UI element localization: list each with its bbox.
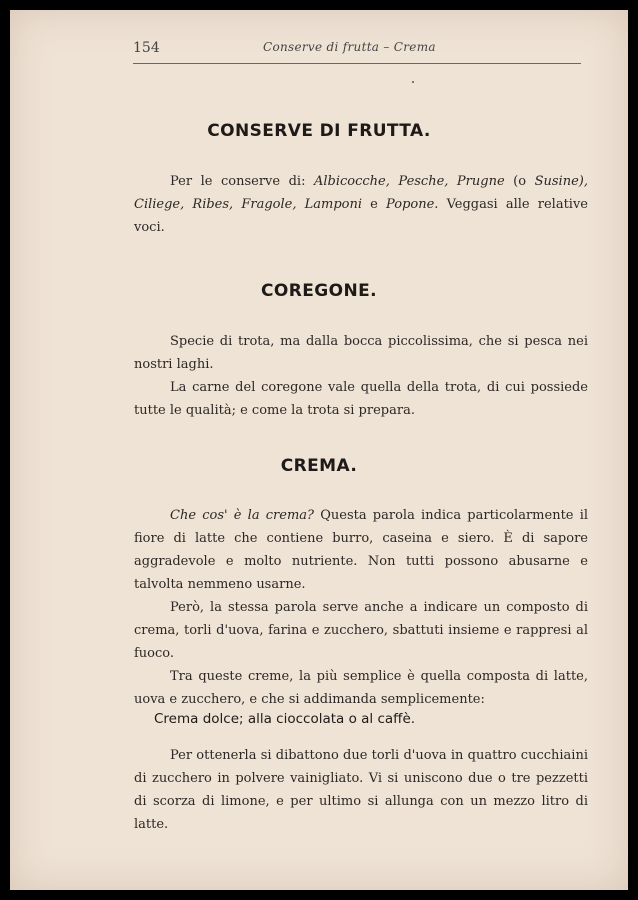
text-run: Questa parola indica particolarmente il fiore di latte che contiene burro, caseina e siero. È di sapore aggradevole e molto nutriente. Non tutti possono abusarne e talvolta nemmeno usarne. (134, 508, 589, 592)
subheading-crema-dolce: Crema dolce; alla cioccolata o al caffè. (154, 711, 416, 727)
page-number: 154 (133, 40, 160, 56)
section-title-conserve: CONSERVE DI FRUTTA. (207, 121, 431, 141)
italic-run: Popone. (386, 197, 439, 212)
running-head: Conserve di frutta – Crema (263, 40, 436, 54)
paragraph: Però, la stessa parola serve anche a indicare un composto di crema, torli d'uova, farina e zucchero, sbattuti insieme e rappresi al fuoco. (134, 600, 588, 661)
paragraph (134, 170, 588, 239)
header-rule (133, 63, 581, 64)
paragraph: Per ottenerla si dibattono due torli d'uova in quattro cucchiaini di zucchero in polvere vainigliato. Vi si uniscono due o tre pezzetti di scorza di limone, e per ultimo si allunga con un mezzo litro di latte. (134, 748, 588, 832)
section-title-crema: CREMA. (280, 456, 358, 476)
page-header (133, 40, 581, 64)
text-run: e (362, 197, 387, 212)
italic-run: Albicocche, Pesche, Prugne (313, 174, 505, 189)
italic-run: Susine), Ciliege, Ribes, Fragole, Lamponi (134, 174, 588, 212)
subsection-body-crema-dolce (134, 744, 588, 836)
section-body-coregone (134, 330, 588, 422)
text-run: Veggasi alle relative voci. (134, 197, 588, 235)
section-body-crema (134, 504, 588, 711)
section-title-coregone: COREGONE. (261, 281, 377, 301)
print-speck (412, 81, 414, 83)
text-run: Per le conserve di: (170, 174, 314, 189)
text-run: (o (504, 174, 535, 189)
paragraph (134, 504, 588, 596)
paragraph: Tra queste creme, la più semplice è quella composta di latte, uova e zucchero, e che si addimanda semplicemente: (134, 669, 588, 707)
book-page (10, 10, 628, 890)
paragraph: Specie di trota, ma dalla bocca piccolissima, che si pesca nei nostri laghi. (134, 334, 588, 372)
italic-run: Che cos' è la crema? (170, 508, 315, 523)
paragraph: La carne del coregone vale quella della trota, di cui possiede tutte le qualità; e come la trota si prepara. (134, 380, 588, 418)
section-body-conserve (134, 170, 588, 239)
